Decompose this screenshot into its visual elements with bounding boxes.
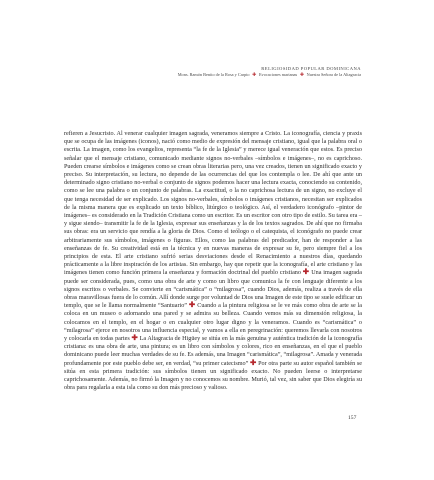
body-text-segment-5: Por otra parte su autor español también se sitúa en esta primera tradición: sus símbolos tienen un significado exacto. No pueden leerse o interpretarse caprichosamente. Además, no firmó la Imagen y no conocemos su nombre. Murió, tal vez, sin saber que Dios elegiría su obra para regalarla a esta isla como su don más precioso y valioso.: [64, 360, 362, 392]
author-name: Mons. Ramón Benito de la Rosa y Carpio: [177, 72, 250, 77]
red-cross-icon: ✚: [302, 267, 310, 277]
header-subtitle: [178, 72, 361, 79]
chapter-name: Nuestra Señora de la Altagracia: [306, 72, 361, 77]
page-number: 157: [348, 415, 357, 421]
section-name: Evocaciones marianas: [258, 72, 298, 77]
red-cross-icon: ✚: [250, 357, 257, 367]
red-cross-icon: ✚: [188, 300, 196, 310]
body-text-segment-3: Cuando a la pintura religiosa se le ve más como obra de arte se la coloca en un museo o adornando una pared y se admira su belleza. Cuando vemos más su dimensión religiosa, la colocamos en el templo, en el hogar o en cualquier otro lugar digno y la veneramos. Cuando es “carismática” o “milagrosa” ejerce en nosotros una influencia especial, y vamos a ella en peregrinación: queremos llevarla con nosotros y colocarla en todas partes: [64, 303, 362, 343]
red-cross-icon: ✚: [252, 73, 257, 78]
red-cross-icon: ✚: [131, 333, 138, 343]
body-text-segment-4: La Altagracia de Higüey se sitúa en la más genuina y auténtica tradición de la iconografía cristiana: es una obra de arte, una pintura; es un libro con símbolos y colores, rico en enseñanzas, en el que el pueblo dominicano puede leer muchas verdades de su fe. Es además, una Imagen “carismática”, “milagrosa”. Amada y venerada profundamente por este pueblo debe ser, en verdad, “su primer catecismo”: [64, 336, 362, 367]
red-cross-icon: ✚: [299, 73, 305, 78]
body-paragraph: [64, 130, 362, 450]
body-text-segment-2: Una imagen sagrada puede ser considerada, pues, como una obra de arte y como un libro que comunica la fe con lenguaje diferente a los signos escritos o verbales. Se convierte en “carismática” o “milagrosa”, cuando Dios, además, realiza a través de ella obras maravillosas fuera de lo común. Allí donde surge por voluntad de Dios una Imagen de este tipo se suele edificar un templo, que se le llama normalmente “Santuario”: [64, 270, 362, 310]
running-header: [178, 66, 361, 79]
book-title: RELIGIOSIDAD POPULAR DOMINICANA: [261, 66, 361, 71]
body-text-segment-1: refieren a Jesucristo. Al venerar cualquier imagen sagrada, veneramos siempre a Cristo. La iconografía, ciencia y praxis que se ocupa de las imágenes (iconos), nació como medio de expresión del mensaje cristiano, igual que la palabra oral o escrita. La imagen, como los evangelios, representa “la fe de la Iglesia” y merece igual veneración que estos. Es preciso señalar que el mensaje cristiano, comunicado mediante signos no-verbales –símbolos e imágenes–, no es caprichoso. Pueden crearse símbolos e imágenes como se crean obras literarias pero, una vez creados, tienen un significado exacto y preciso. Su interpretación, su lectura, no depende de las ocurrencias del que los contempla o lee. De ahí que ante un determinado signo cristiano no-verbal o conjunto de signos podemos hacer una lectura exacta, conociendo su contenido, como se lee una palabra o un conjunto de palabras. La exactitud, o la no caprichosa lectura de un signo, no excluye el que tenga necesidad de ser explicado. Los signos no-verbales, símbolos o imágenes cristianos, necesitan ser explicados de la misma manera que es explicado un texto bíblico, litúrgico o teológico. Así, el verdadero iconógrafo –pintor de imágenes– es considerado en la Tradición Cristiana como un escritor. Es un escritor con otro tipo de estilo. Su tarea era –y sigue siendo– transmitir la fe de la Iglesia, expresar sus enseñanzas y la de los textos sagrados. De ahí que no firmaba sus obras: era un servicio que rendía a la gloria de Dios. Como el teólogo o el catequista, el iconógrafo no puede crear arbitrariamente sus símbolos, imágenes o figuras. Ellos, como las palabras del predicador, han de responder a las enseñanzas de fe. Su creatividad está en la técnica y en nuevas maneras de expresar su fe, pero siempre fiel a los principios de esta. El arte cristiano sufrió serias desviaciones desde el Renacimiento a nuestros días, quedando prácticamente a la libre inspiración de los artistas. Sin embargo, hay que repetir que la iconografía, el arte cristiano y las imágenes tienen como función primera la enseñanza y formación doctrinal del pueblo cristiano: [64, 131, 362, 277]
